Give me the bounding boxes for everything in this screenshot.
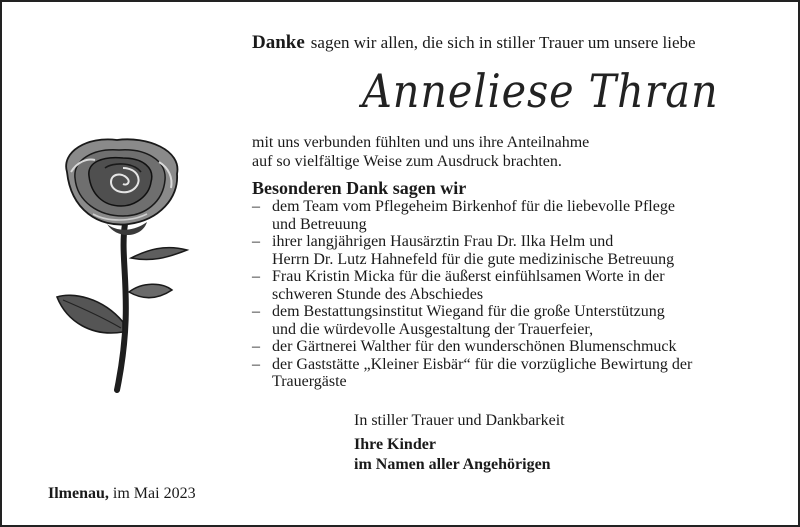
special-thanks-heading: Besonderen Dank sagen wir: [252, 178, 467, 198]
signature-line: Ihre Kinder: [354, 436, 436, 453]
rose-icon: [47, 132, 197, 397]
signature: [354, 435, 565, 475]
list-item-line: und Betreuung: [272, 215, 367, 233]
list-item-line: – dem Bestattungsinstitut Wiegand für die große Unterstützung: [272, 303, 665, 320]
after-line: mit uns verbunden fühlten und uns ihre Anteilnahme: [252, 134, 590, 151]
list-item-line: – ihrer langjährigen Hausärztin Frau Dr. Ilka Helm und: [272, 233, 614, 250]
list-item: [252, 338, 772, 356]
place-date: [48, 485, 196, 503]
list-item: [252, 268, 772, 303]
list-item-line: – Frau Kristin Micka für die äußerst einfühlsamen Worte in der: [272, 268, 665, 285]
after-line: auf so vielfältige Weise zum Ausdruck brachten.: [252, 153, 562, 170]
intro-lead: Danke: [252, 32, 305, 53]
list-item-line: – dem Team vom Pflegeheim Birkenhof für die liebevolle Pflege: [272, 198, 675, 215]
after-text: [252, 133, 589, 171]
closing-block: [354, 411, 565, 475]
closing-line: In stiller Trauer und Dankbarkeit: [354, 412, 565, 429]
deceased-name: Anneliese Thran: [362, 64, 719, 118]
signature-line: im Namen aller Angehörigen: [354, 456, 551, 473]
list-item-line: und die würdevolle Ausgestaltung der Trauerfeier,: [272, 320, 594, 338]
list-item: [252, 356, 772, 391]
list-item-line: – der Gärtnerei Walther für den wunderschönen Blumenschmuck: [272, 338, 677, 355]
list-item-line: Trauergäste: [272, 373, 347, 390]
list-item: [252, 303, 772, 338]
list-item-line: Herrn Dr. Lutz Hahnefeld für die gute medizinische Betreuung: [272, 250, 675, 268]
list-item-line: – der Gaststätte „Kleiner Eisbär“ für die vorzügliche Bewirtung der: [272, 355, 693, 373]
thanks-list: [252, 198, 772, 391]
place-date-text: im Mai 2023: [112, 485, 196, 502]
list-item: [252, 233, 772, 268]
intro-line: [252, 32, 696, 54]
list-item: [252, 198, 772, 233]
intro-text: sagen wir allen, die sich in stiller Trauer um unsere liebe: [310, 33, 696, 52]
place-city: Ilmenau,: [48, 485, 109, 502]
list-item-line: schweren Stunde des Abschiedes: [272, 285, 484, 303]
